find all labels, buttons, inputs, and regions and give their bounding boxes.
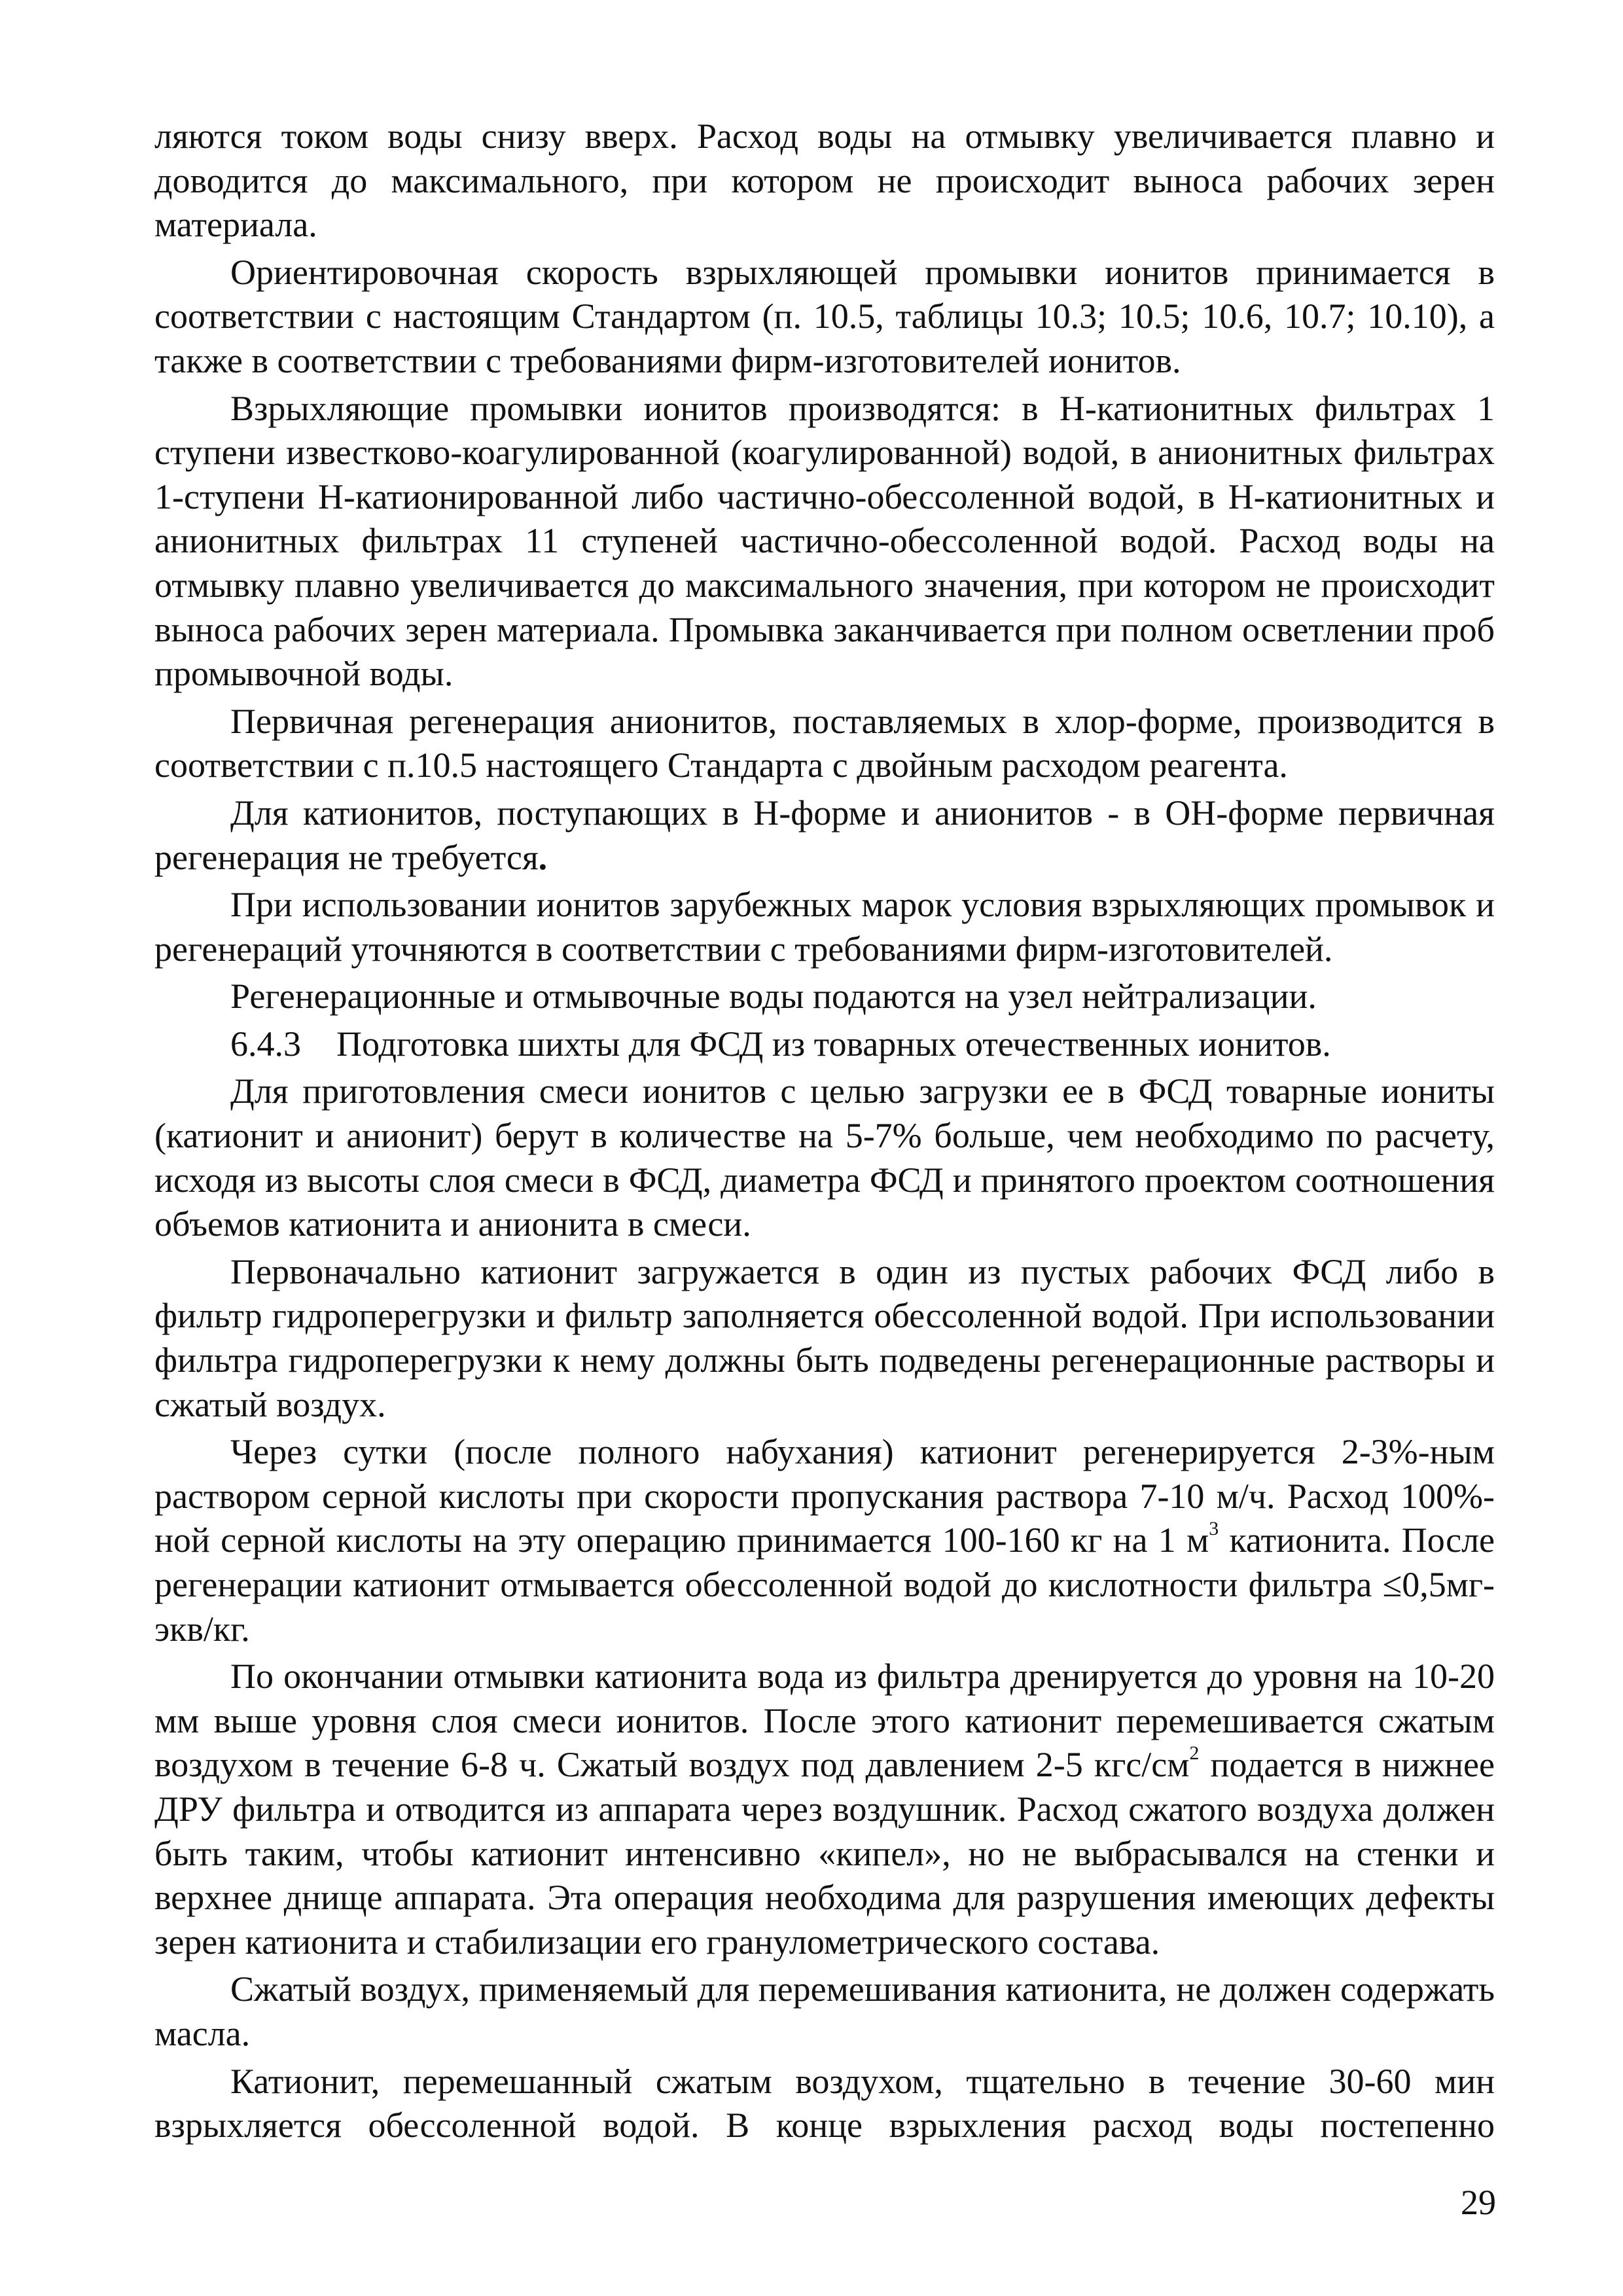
superscript-square: 2 bbox=[1189, 1742, 1200, 1765]
paragraph-6: При использовании ионитов зарубежных марок условия взрыхляющих промывок и регенераций уточняются в соответствии с требованиями фирм-изготовителей. bbox=[154, 885, 1495, 969]
paragraph-11-text-b: катионита. После регенерации катионит отмывается обессоленной водой до кислотности фильтра ≤0,5мг-экв/кг. bbox=[154, 1520, 1495, 1649]
paragraph-12-text-a: По окончании отмывки катионита вода из фильтра дренируется до уровня на 10-20 мм выше уровня слоя смеси ионитов. После этого катионит перемешивается сжатым воздухом в течение 6-8 ч. Сжатый воздух под давлением 2-5 кгс/см bbox=[154, 1657, 1495, 1785]
paragraph-2: Ориентировочная скорость взрыхляющей промывки ионитов принимается в соответствии с настоящим Стандартом (п. 10.5, таблицы 10.3; 10.5; 10.6, 10.7; 10.10), а также в соответствии с требованиями фирм-изготовителей ионитов. bbox=[154, 252, 1495, 380]
paragraph-1: ляются током воды снизу вверх. Расход воды на отмывку увеличивается плавно и доводится до максимального, при котором не происходит выноса рабочих зерен материала. bbox=[154, 117, 1495, 245]
paragraph-10: Первоначально катионит загружается в один из пустых рабочих ФСД либо в фильтр гидроперегрузки и фильтр заполняется обессоленной водой. При использовании фильтра гидроперегрузки к нему должны быть подведены регенерационные растворы и сжатый воздух. bbox=[154, 1251, 1495, 1424]
paragraph-5-text: Для катионитов, поступающих в Н-форме и анионитов - в ОН-форме первичная регенерация не требуется bbox=[154, 793, 1495, 877]
paragraph-12-text-b: подается в нижнее ДРУ фильтра и отводится из аппарата через воздушник. Расход сжатого воздуха должен быть таким, чтобы катионит интенсивно «кипел», но не выбрасывался на стенки и верхнее днище аппарата. Эта операция необходима для разрушения имеющих дефекты зерен катионита и стабилизации его гранулометрического состава. bbox=[154, 1745, 1495, 1962]
paragraph-4: Первичная регенерация анионитов, поставляемых в хлор-форме, производится в соответствии с п.10.5 настоящего Стандарта с двойным расходом реагента. bbox=[154, 701, 1495, 785]
paragraph-5 bbox=[154, 791, 1495, 880]
paragraph-11 bbox=[154, 1430, 1495, 1651]
superscript-cubic: 3 bbox=[1209, 1518, 1219, 1540]
paragraph-13: Сжатый воздух, применяемый для перемешивания катионита, не должен содержать масла. bbox=[154, 1969, 1495, 2053]
page-body bbox=[154, 115, 1495, 2148]
page-number: 29 bbox=[1461, 2183, 1496, 2222]
paragraph-5-tail: . bbox=[538, 837, 548, 877]
paragraph-9: Для приготовления смеси ионитов с целью загрузки ее в ФСД товарные иониты (катионит и анионит) берут в количестве на 5-7% больше, чем необходимо по расчету, исходя из высоты слоя смеси в ФСД, диаметра ФСД и принятого проектом соотношения объемов катионита и анионита в смеси. bbox=[154, 1071, 1495, 1244]
paragraph-14: Катионит, перемешанный сжатым воздухом, тщательно в течение 30-60 мин взрыхляется обессоленной водой. В конце взрыхления расход воды постепенно bbox=[154, 2061, 1495, 2145]
section-heading-6-4-3: 6.4.3 Подготовка шихты для ФСД из товарных отечественных ионитов. bbox=[230, 1024, 1331, 1064]
paragraph-7: Регенерационные и отмывочные воды подаются на узел нейтрализации. bbox=[230, 977, 1317, 1016]
paragraph-12 bbox=[154, 1655, 1495, 1964]
paragraph-3: Взрыхляющие промывки ионитов производятся: в Н-катионитных фильтрах 1 ступени известково-коагулированной (коагулированной) водой, в анионитных фильтрах 1-ступени Н-катионированной либо частично-обессоленной водой, в Н-катионитных и анионитных фильтрах 11 ступеней частично-обессоленной водой. Расход воды на отмывку плавно увеличивается до максимального значения, при котором не происходит выноса рабочих зерен материала. Промывка заканчивается при полном осветлении проб промывочной воды. bbox=[154, 388, 1495, 694]
paragraph-11-text-a: Через сутки (после полного набухания) катионит регенерируется 2-3%-ным раствором серной кислоты при скорости пропускания раствора 7-10 м/ч. Расход 100%-ной серной кислоты на эту операцию принимается 100-160 кг на 1 м bbox=[154, 1432, 1495, 1560]
